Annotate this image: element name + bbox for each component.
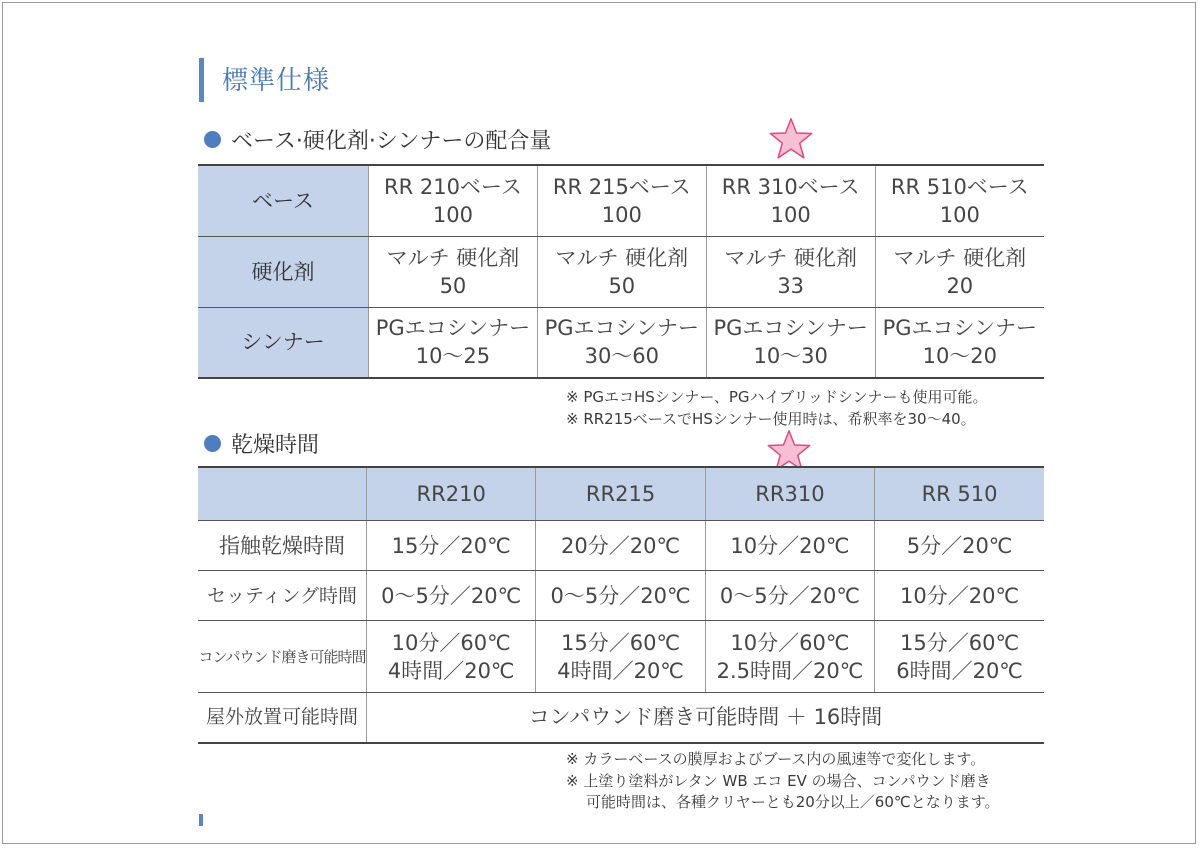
table-cell: 15分／60℃ 6時間／20℃ <box>875 621 1044 693</box>
table-cell: 0〜5分／20℃ <box>705 571 874 621</box>
table-row <box>198 571 1044 621</box>
table-cell: PGエコシンナー 10〜30 <box>706 307 875 378</box>
table-cell: RR 215ベース 100 <box>537 165 706 236</box>
mix-heading-text: ベース·硬化剤·シンナーの配合量 <box>231 129 552 154</box>
drying-time-table <box>198 466 1044 744</box>
header-corner-cell <box>198 467 367 521</box>
table-cell: 10分／60℃ 4時間／20℃ <box>367 621 536 693</box>
column-header: RR 510 <box>875 467 1044 521</box>
table-cell: マルチ 硬化剤 50 <box>537 236 706 307</box>
row-label-outdoor-time: 屋外放置可能時間 <box>198 693 367 743</box>
row-header-base: ベース <box>198 165 369 236</box>
table-cell: PGエコシンナー 10〜20 <box>875 307 1044 378</box>
mix-section-heading <box>204 124 551 155</box>
table-cell: 15分／60℃ 4時間／20℃ <box>536 621 705 693</box>
table-cell: マルチ 硬化剤 50 <box>369 236 538 307</box>
table-cell: 20分／20℃ <box>536 521 705 571</box>
table-cell: 10分／20℃ <box>705 521 874 571</box>
table-cell-merged: コンパウンド磨き可能時間 ＋ 16時間 <box>367 693 1045 743</box>
star-icon <box>768 116 814 162</box>
table-row <box>198 236 1044 307</box>
table-row <box>198 621 1044 693</box>
table-cell: 10分／60℃ 2.5時間／20℃ <box>705 621 874 693</box>
bottom-accent-mark <box>199 814 203 826</box>
table-cell: RR 510ベース 100 <box>875 165 1044 236</box>
dry-heading-text: 乾燥時間 <box>231 433 320 458</box>
column-header: RR215 <box>536 467 705 521</box>
table-cell: 10分／20℃ <box>875 571 1044 621</box>
table-cell: 0〜5分／20℃ <box>536 571 705 621</box>
dry-note-1: ※ カラーベースの膜厚およびブース内の風速等で変化します。 <box>566 750 986 768</box>
row-label-compound-time: コンパウンド磨き可能時間 <box>198 621 367 693</box>
table-cell: 15分／20℃ <box>367 521 536 571</box>
row-label-touch-dry: 指触乾燥時間 <box>198 521 367 571</box>
bullet-icon <box>204 435 221 452</box>
title-accent-bar <box>199 58 204 102</box>
dry-note-2: ※ 上塗り塗料がレタン WB エコ EV の場合、コンパウンド磨き <box>566 772 991 790</box>
bullet-icon <box>204 131 221 148</box>
column-header: RR310 <box>705 467 874 521</box>
table-cell: RR 310ベース 100 <box>706 165 875 236</box>
page-title: 標準仕様 <box>222 66 331 96</box>
mix-note-2: ※ RR215ベースでHSシンナー使用時は、希釈率を30〜40。 <box>566 410 976 428</box>
mix-ratio-table <box>198 164 1044 379</box>
table-row <box>198 165 1044 236</box>
row-label-setting-time: セッティング時間 <box>198 571 367 621</box>
table-header-row <box>198 467 1044 521</box>
table-cell: PGエコシンナー 10〜25 <box>369 307 538 378</box>
dry-section-heading <box>204 428 319 459</box>
table-row <box>198 693 1044 743</box>
table-row <box>198 307 1044 378</box>
row-header-thinner: シンナー <box>198 307 369 378</box>
table-cell: マルチ 硬化剤 20 <box>875 236 1044 307</box>
mix-note-1: ※ PGエコHSシンナー、PGハイブリッドシンナーも使用可能。 <box>566 388 988 406</box>
column-header: RR210 <box>367 467 536 521</box>
table-cell: 0〜5分／20℃ <box>367 571 536 621</box>
table-row <box>198 521 1044 571</box>
table-cell: PGエコシンナー 30〜60 <box>537 307 706 378</box>
row-header-hardener: 硬化剤 <box>198 236 369 307</box>
table-cell: 5分／20℃ <box>875 521 1044 571</box>
table-cell: RR 210ベース 100 <box>369 165 538 236</box>
dry-note-3: 可能時間は、各種クリヤーとも20分以上／60℃となります。 <box>586 793 1000 811</box>
table-cell: マルチ 硬化剤 33 <box>706 236 875 307</box>
